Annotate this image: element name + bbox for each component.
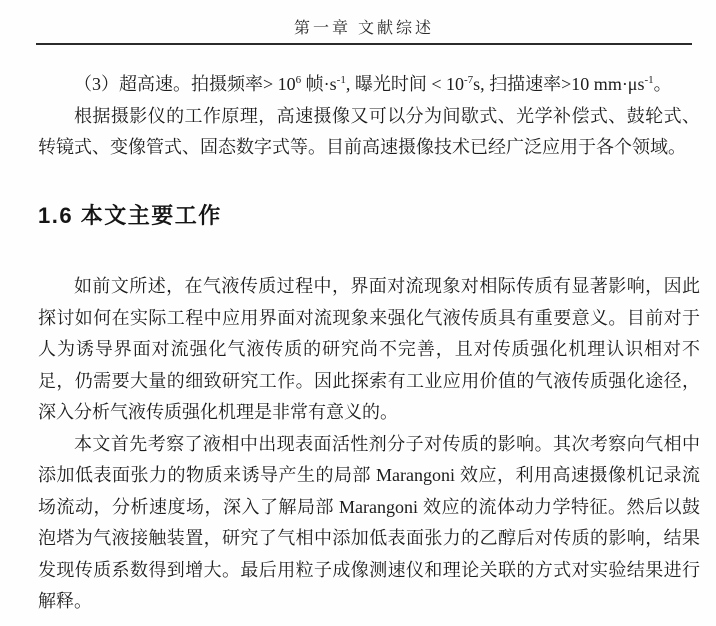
- paragraph-ultra-high-speed: （3）超高速。拍摄频率> $10^6$ 帧$\cdot s^{-1}$, 曝光时间 < $10^{-7}s$, 扫描速率>10 $mm\cdot\mu s^{-1}$。: [74, 74, 672, 94]
- chapter-header-title: 第一章 文献综述: [293, 20, 434, 37]
- paragraph-thesis-work: 本文首先考察了液相中出现表面活性剂分子对传质的影响。其次考察向气相中添加低表面张力的物质来诱导产生的局部 Marangoni 效应，利用高速摄像机记录流场流动，分析速度场，深入了解局部 Marangoni 效应的流体动力学特征。然后以鼓泡塔为气液接触装置，研究了气相中添加低表面张力的乙醇后对传质的影响，结果发现传质系数得到增大。最后用粒子成像测速仪和理论关联的方式对实验结果进行解释。: [38, 433, 700, 611]
- section-heading-1-6: 1.6 本文主要工作: [38, 202, 222, 228]
- page-body: [38, 69, 700, 618]
- paragraph-camera-types: 根据摄影仪的工作原理，高速摄像又可以分为间歇式、光学补偿式、鼓轮式、转镜式、变像管式、固态数字式等。目前高速摄像技术已经广泛应用于各个领域。: [38, 105, 700, 157]
- paragraph-research-significance: 如前文所述，在气液传质过程中，界面对流现象对相际传质有显著影响，因此探讨如何在实际工程中应用界面对流现象来强化气液传质具有重要意义。目前对于人为诱导界面对流强化气液传质的研究尚不完善，且对传质强化机理认识相对不足，仍需要大量的细致研究工作。因此探索有工业应用价值的气液传质强化途径，深入分析气液传质强化机理是非常有意义的。: [38, 276, 700, 422]
- page-header: [36, 0, 692, 45]
